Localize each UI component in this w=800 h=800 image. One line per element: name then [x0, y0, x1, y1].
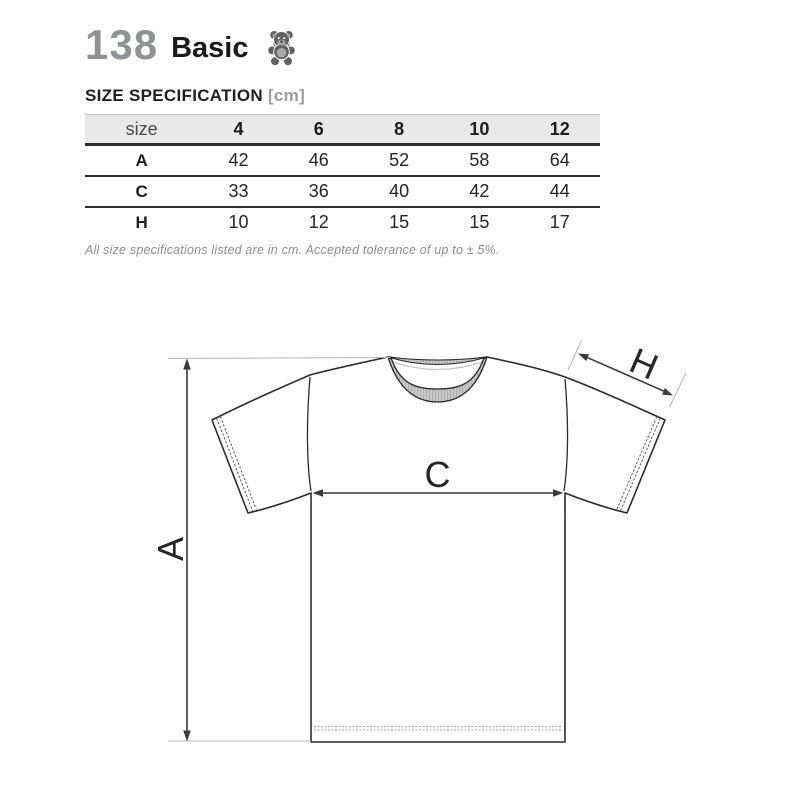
- size-value-cell: 36: [308, 181, 329, 201]
- section-unit: [cm]: [267, 86, 306, 105]
- tshirt-outline-group: [212, 357, 665, 742]
- dimension-h-label: H: [623, 339, 665, 388]
- dimension-row-label: A: [135, 150, 148, 170]
- size-value-cell: 46: [308, 150, 329, 170]
- size-table-size-header: 4: [233, 118, 244, 139]
- dimension-h-arrow-left: [578, 354, 589, 362]
- size-value-cell: 42: [469, 181, 490, 201]
- size-value-cell: 17: [549, 212, 570, 232]
- size-table-size-header: 12: [549, 118, 570, 139]
- size-value-cell: 15: [389, 212, 410, 232]
- dimension-c-label: C: [424, 454, 451, 495]
- size-value-cell: 58: [469, 150, 490, 170]
- dimension-a-arrow-top: [183, 359, 191, 370]
- dimension-a-arrow-bottom: [183, 731, 191, 742]
- product-code: 138: [85, 21, 159, 68]
- dimension-a-label: A: [150, 536, 191, 562]
- tshirt-outline: [212, 357, 665, 742]
- size-table-size-header: 6: [313, 118, 324, 139]
- section-title-text: SIZE SPECIFICATION: [85, 86, 263, 105]
- size-value-cell: 44: [549, 181, 570, 201]
- size-table-corner-header: size: [125, 118, 158, 139]
- size-table-size-header: 8: [394, 118, 405, 139]
- dimension-row-label: H: [135, 212, 148, 232]
- size-value-cell: 10: [228, 212, 249, 232]
- size-value-cell: 64: [549, 150, 570, 170]
- size-value-cell: 15: [469, 212, 490, 232]
- dimension-h-arrow-right: [662, 388, 673, 396]
- size-table-size-header: 10: [469, 118, 490, 139]
- tolerance-note: All size specifications listed are in cm. Accepted tolerance of up to ± 5%.: [85, 243, 500, 257]
- size-value-cell: 12: [308, 212, 329, 232]
- size-value-cell: 33: [228, 181, 249, 201]
- size-value-cell: 52: [389, 150, 410, 170]
- dimension-row-label: C: [135, 181, 148, 201]
- size-value-cell: 40: [389, 181, 410, 201]
- size-value-cell: 42: [228, 150, 249, 170]
- product-name: Basic: [171, 32, 249, 64]
